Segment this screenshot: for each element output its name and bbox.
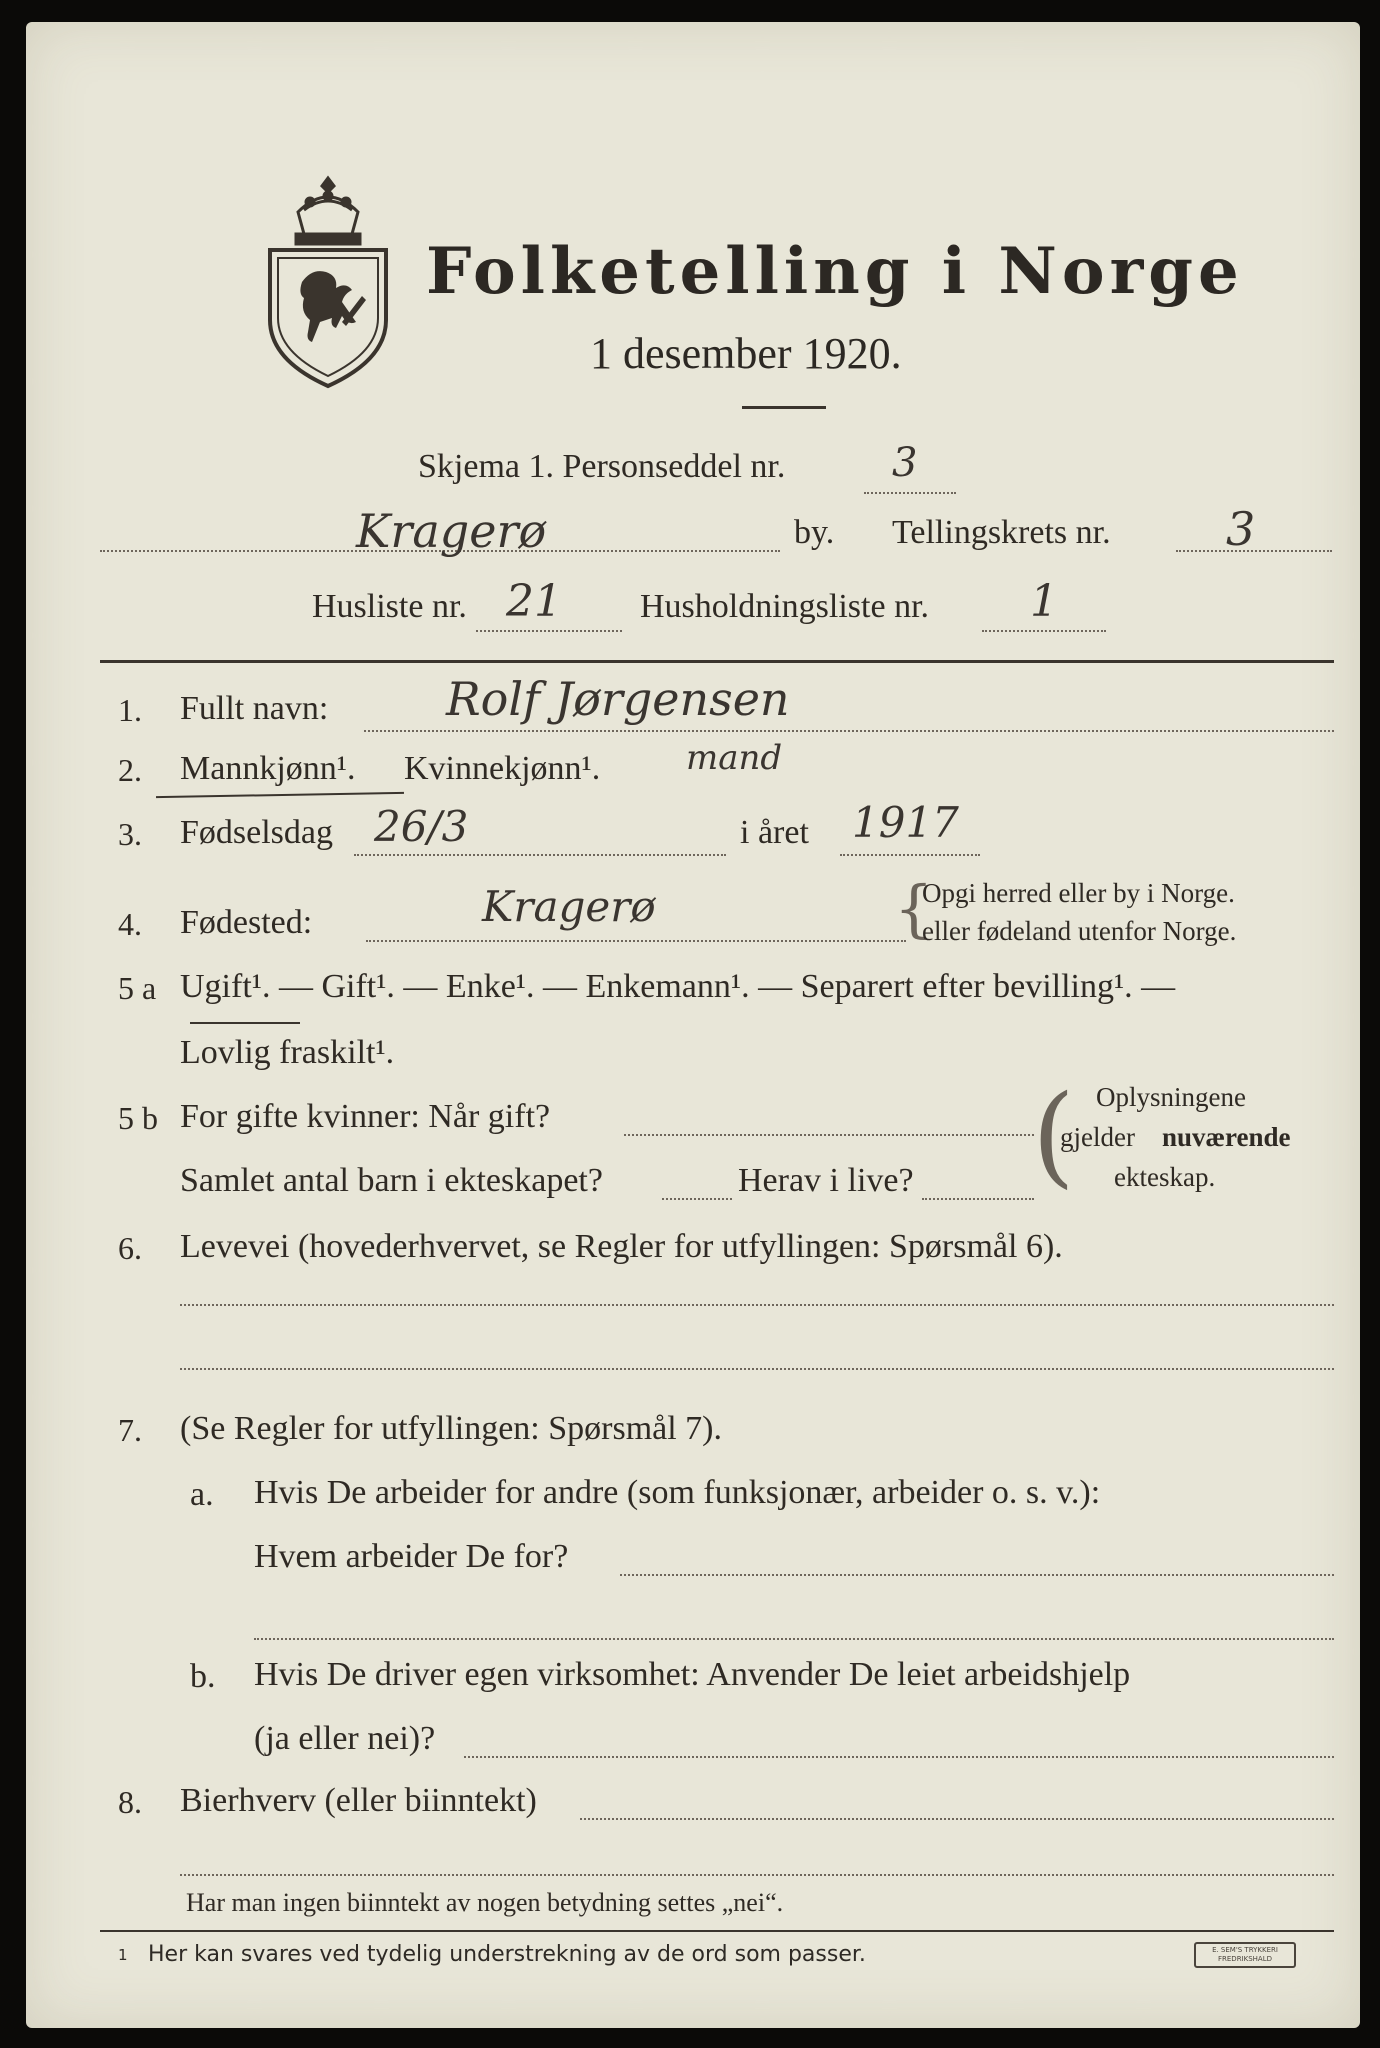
q4-note-line2: eller fødeland utenfor Norge. bbox=[922, 916, 1237, 946]
q5a-number: 5 a bbox=[118, 970, 157, 1006]
tellingskrets-label: Tellingskrets nr. bbox=[892, 514, 1111, 551]
q7b-question: Hvis De driver egen virksomhet: Anvender De leiet arbeidshjelp bbox=[254, 1656, 1131, 1693]
personseddel-nr-value[interactable]: 3 bbox=[892, 440, 918, 486]
q5a-options-line1[interactable]: Ugift¹. — Gift¹. — Enke¹. — Enkemann¹. — Separert efter bevilling¹. — bbox=[180, 968, 1176, 1005]
q3-year-label: i året bbox=[740, 814, 809, 851]
q3-number: 3. bbox=[118, 816, 142, 852]
q4-note-brace: { bbox=[894, 872, 934, 945]
q7a-employer-field-line-2[interactable] bbox=[254, 1638, 1334, 1640]
footnote-rule bbox=[100, 1930, 1334, 1932]
q5b-number: 5 b bbox=[118, 1100, 158, 1136]
q5b-note-brace: ( bbox=[1032, 1071, 1075, 1199]
q7-label: (Se Regler for utfyllingen: Spørsmål 7). bbox=[180, 1410, 723, 1447]
q7b-yesno-field-line[interactable] bbox=[464, 1756, 1334, 1758]
q6-field-line-1[interactable] bbox=[180, 1304, 1334, 1306]
husliste-field-line bbox=[476, 630, 622, 632]
q3-year-field-line bbox=[840, 854, 980, 856]
q2-male-option[interactable]: Mannkjønn¹. bbox=[180, 750, 356, 787]
q2-female-option[interactable]: Kvinnekjønn¹. bbox=[404, 750, 601, 787]
q4-note-line1: Opgi herred eller by i Norge. bbox=[922, 878, 1235, 908]
q5b-alive-label: Herav i live? bbox=[738, 1162, 914, 1199]
q5b-when-married-label: For gifte kvinner: Når gift? bbox=[180, 1098, 551, 1135]
q1-number: 1. bbox=[118, 692, 142, 728]
husliste-nr-value[interactable]: 21 bbox=[506, 576, 562, 627]
q5b-children-label: Samlet antal barn i ekteskapet? bbox=[180, 1162, 603, 1199]
q8-field-line[interactable] bbox=[580, 1818, 1334, 1820]
husholdningsliste-field-line bbox=[982, 630, 1106, 632]
q4-birthplace-value[interactable]: Kragerø bbox=[482, 882, 656, 931]
q7a-employer-field-line[interactable] bbox=[620, 1574, 1334, 1576]
census-date: 1 desember 1920. bbox=[590, 329, 902, 378]
q8-number: 8. bbox=[118, 1784, 142, 1820]
census-form-sheet bbox=[26, 22, 1360, 2028]
q6-number: 6. bbox=[118, 1230, 142, 1266]
q2-male-underline bbox=[156, 792, 404, 798]
q6-label: Levevei (hovederhvervet, se Regler for utfyllingen: Spørsmål 6). bbox=[180, 1228, 1063, 1265]
printer-mark bbox=[1194, 1942, 1296, 1968]
q2-sex-value[interactable]: mand bbox=[686, 738, 783, 778]
q7a-employer-label: Hvem arbeider De for? bbox=[254, 1538, 569, 1575]
q5b-when-married-field-line[interactable] bbox=[624, 1134, 1034, 1136]
husliste-label: Husliste nr. bbox=[312, 588, 467, 625]
printer-place: FREDRIKSHALD bbox=[1217, 1955, 1272, 1963]
printer-name: E. SEM'S TRYKKERI bbox=[1212, 1946, 1278, 1954]
q7b-letter: b. bbox=[190, 1658, 216, 1695]
q5a-options-line2[interactable]: Lovlig fraskilt¹. bbox=[180, 1034, 395, 1071]
q5b-note-line2a: gjelder bbox=[1060, 1122, 1135, 1152]
q5a-ugift-underline bbox=[190, 1022, 300, 1024]
q7a-question: Hvis De arbeider for andre (som funksjonær, arbeider o. s. v.): bbox=[254, 1474, 1101, 1511]
q4-number: 4. bbox=[118, 906, 142, 942]
city-value[interactable]: Kragerø bbox=[356, 504, 547, 558]
q5b-note-line3: ekteskap. bbox=[1114, 1162, 1216, 1192]
q3-label: Fødselsdag bbox=[180, 814, 333, 851]
husholdningsliste-nr-value[interactable]: 1 bbox=[1030, 576, 1058, 627]
q5b-note-line2b: nuværende bbox=[1162, 1122, 1291, 1152]
personseddel-field-line bbox=[864, 492, 956, 494]
q1-name-value[interactable]: Rolf Jørgensen bbox=[446, 672, 790, 726]
q8-label: Bierhverv (eller biinntekt) bbox=[180, 1782, 537, 1819]
footnote-text: Her kan svares ved tydelig understrekning av de ord som passer. bbox=[148, 1942, 866, 1967]
husholdningsliste-label: Husholdningsliste nr. bbox=[640, 588, 930, 625]
q3-day-field-line bbox=[354, 854, 726, 856]
q6-field-line-2[interactable] bbox=[180, 1368, 1334, 1370]
q1-label: Fullt navn: bbox=[180, 690, 329, 727]
q7b-yesno-label: (ja eller nei)? bbox=[254, 1720, 436, 1757]
title-divider bbox=[742, 406, 826, 409]
q7a-letter: a. bbox=[190, 1476, 214, 1513]
q1-field-line bbox=[364, 730, 1334, 732]
q7-number: 7. bbox=[118, 1412, 142, 1448]
norway-lion-crest-icon bbox=[258, 172, 398, 392]
by-label: by. bbox=[794, 514, 835, 551]
q3-birthyear-value[interactable]: 1917 bbox=[852, 798, 959, 847]
q5b-note-line1: Oplysningene bbox=[1096, 1082, 1246, 1112]
q5b-alive-field-line[interactable] bbox=[922, 1198, 1034, 1200]
footnote-marker: 1 bbox=[118, 1946, 128, 1964]
q4-label: Fødested: bbox=[180, 904, 313, 941]
q3-birthday-value[interactable]: 26/3 bbox=[374, 802, 469, 851]
q2-number: 2. bbox=[118, 752, 142, 788]
tellingskrets-nr-value[interactable]: 3 bbox=[1226, 502, 1256, 556]
header-section-rule bbox=[100, 660, 1334, 663]
nei-instruction: Har man ingen biinntekt av nogen betydning settes „nei“. bbox=[186, 1888, 784, 1917]
q4-field-line bbox=[366, 940, 906, 942]
q8-field-line-2[interactable] bbox=[180, 1874, 1334, 1876]
form-title: Folketelling i Norge bbox=[426, 234, 1244, 309]
q5b-children-field-line[interactable] bbox=[662, 1198, 732, 1200]
skjema-label: Skjema 1. Personseddel nr. bbox=[418, 448, 786, 485]
